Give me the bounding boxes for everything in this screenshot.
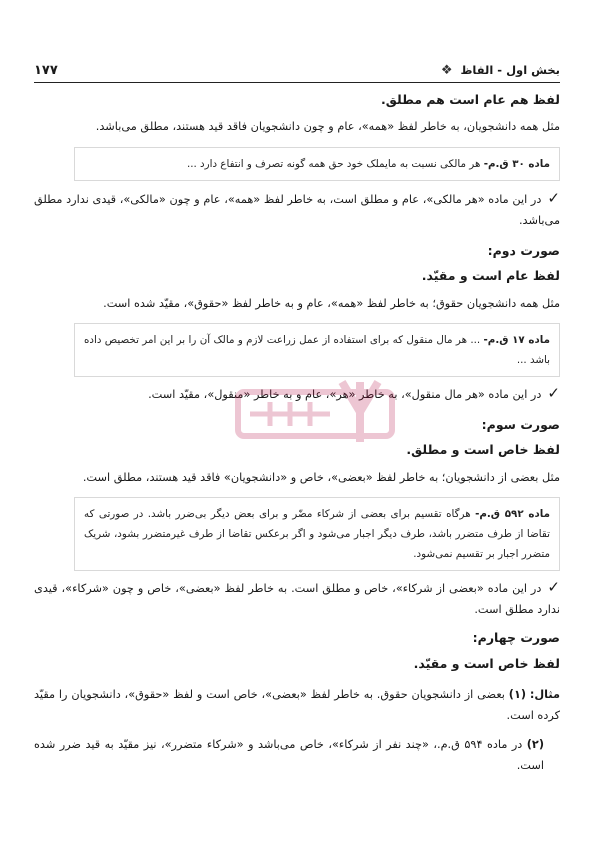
ornament-icon: ❖ [440, 62, 453, 78]
article-ref: ماده ۵۹۲ ق.م- [475, 508, 550, 520]
paragraph-example-3: مثل بعضی از دانشجویان؛ به خاطر لفظ «بعضی»، خاص و «دانشجویان» فاقد قید هستند، مطلق است. [82, 471, 560, 484]
article-ref: ماده ۳۰ ق.م- [483, 158, 550, 170]
example-1 [34, 684, 560, 726]
heading-general-absolute: لفظ هم عام است هم مطلق. [380, 92, 560, 107]
note-text: در این ماده «هر مالکی»، عام و مطلق است، به خاطر لفظ «همه»، عام و چون «مالکی»، قیدی ندارد مطلق می‌باشد. [34, 193, 560, 227]
heading-specific-restricted: لفظ خاص است و مقیّد. [413, 656, 560, 671]
example-label: مثال: [529, 688, 561, 701]
page-number: ۱۷۷ [34, 62, 58, 78]
page-header [34, 58, 560, 83]
example-text: بعضی از دانشجویان حقوق. به خاطر لفظ «بعضی»، خاص است و لفظ «حقوق»، دانشجویان را مقیّد کرده است. [34, 688, 560, 722]
heading-general-restricted: لفظ عام است و مقیّد. [421, 268, 560, 283]
note-1 [34, 188, 560, 231]
checkmark-icon: ✓ [547, 189, 560, 207]
note-text: در این ماده «بعضی از شرکاء»، خاص و مطلق است. به خاطر لفظ «بعضی»، خاص و چون «شرکاء»، قیدی ندارد مطلق است. [34, 582, 560, 616]
header-title-group [441, 63, 560, 78]
article-text: ... هر مال منقول که برای استفاده از عمل زراعت لازم و مالک آن را بر این امر تخصیص داده باشد ... [84, 334, 550, 366]
checkmark-icon: ✓ [547, 578, 560, 596]
example-number: (۲) [526, 738, 544, 751]
article-text: هر مالکی نسبت به مایملک خود حق همه گونه تصرف و انتفاع دارد ... [186, 158, 484, 170]
article-ref: ماده ۱۷ ق.م- [483, 334, 550, 346]
paragraph-example-2: مثل همه دانشجویان حقوق؛ به خاطر لفظ «همه»، عام و به خاطر لفظ «حقوق»، مقیّد شده است. [103, 297, 560, 310]
heading-case-3: صورت سوم: [481, 417, 560, 432]
note-3 [34, 577, 560, 620]
heading-case-2: صورت دوم: [487, 243, 560, 258]
paragraph-example-1: مثل همه دانشجویان، به خاطر لفظ «همه»، عام و چون دانشجویان فاقد قید هستند، مطلق می‌باشد. [95, 120, 560, 133]
article-box-30 [74, 147, 560, 181]
section-title: بخش اول - الفاظ [460, 63, 560, 77]
article-box-592 [74, 497, 560, 571]
example-2 [34, 734, 544, 776]
article-text: هرگاه تقسیم برای بعضی از شرکاء مضّر و برای بعض دیگر بی‌ضرر باشد. در صورتی که تقاضا از طرف متضرر باشد، طرف دیگر اجبار می‌شود و اگر برعکس تقاضا از طرف غیرمتضرر بشود، شریک متضرر اجبار بر تقسیم نمی‌شود. [84, 508, 550, 560]
heading-case-4: صورت چهارم: [472, 630, 560, 645]
note-text: در این ماده «هر مال منقول»، به خاطر «هر»، عام و به خاطر «منقول»، مقیّد است. [148, 388, 542, 401]
publisher-watermark-icon [230, 362, 400, 462]
heading-specific-absolute: لفظ خاص است و مطلق. [406, 442, 560, 457]
example-number: (۱) [508, 688, 527, 701]
checkmark-icon: ✓ [547, 384, 560, 402]
example-text: در ماده ۵۹۴ ق.م.، «چند نفر از شرکاء»، خاص می‌باشد و «شرکاء متضرر»، نیز مقیّد به قید ضرر شده است. [34, 738, 544, 772]
